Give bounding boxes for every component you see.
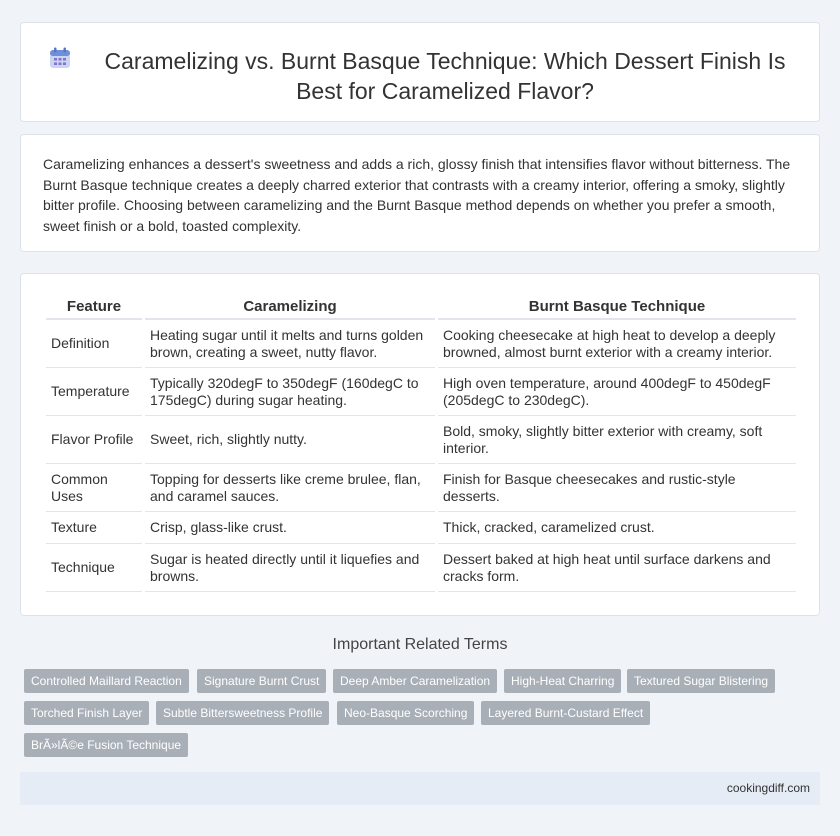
comparison-table — [43, 294, 799, 592]
table-cell: Technique — [46, 544, 142, 592]
table-row — [46, 544, 796, 592]
table-row — [46, 368, 796, 416]
table-cell: Bold, smoky, slightly bitter exterior with creamy, soft interior. — [438, 416, 796, 464]
table-cell: Sugar is heated directly until it liquefies and browns. — [145, 544, 435, 592]
related-tag[interactable]: Neo-Basque Scorching — [337, 701, 474, 725]
related-tag[interactable]: Layered Burnt-Custard Effect — [481, 701, 650, 725]
page-title: Caramelizing vs. Burnt Basque Technique: Which Dessert Finish Is Best for Caramelized Flavor? — [104, 48, 786, 104]
footer-site-link[interactable]: cookingdiff.com — [726, 781, 810, 795]
intro-paragraph: Caramelizing enhances a dessert's sweetness and adds a rich, glossy finish that intensifies flavor without bitterness. The Burnt Basque technique creates a deeply charred exterior that contrasts with a creamy interior, offering a smoky, slightly bitter profile. Choosing between caramelizing and the Burnt Basque method depends on whether you prefer a smooth, sweet finish or a bold, toasted complexity. — [43, 156, 791, 234]
calendar-icon — [49, 47, 71, 69]
table-cell: Common Uses — [46, 464, 142, 512]
table-cell: Sweet, rich, slightly nutty. — [145, 416, 435, 464]
related-tag[interactable]: Signature Burnt Crust — [197, 669, 326, 693]
comparison-table-card — [20, 273, 820, 616]
table-cell: Temperature — [46, 368, 142, 416]
table-cell: Texture — [46, 512, 142, 544]
table-cell: Typically 320degF to 350degF (160degC to 175degC) during sugar heating. — [145, 368, 435, 416]
table-cell: High oven temperature, around 400degF to 450degF (205degC to 230degC). — [438, 368, 796, 416]
table-row — [46, 512, 796, 544]
related-tag[interactable]: BrÃ»lÃ©e Fusion Technique — [24, 733, 188, 757]
table-cell: Definition — [46, 320, 142, 368]
intro-card — [20, 134, 820, 252]
header-feature: Feature — [46, 294, 142, 320]
table-cell: Topping for desserts like creme brulee, flan, and caramel sauces. — [145, 464, 435, 512]
table-row — [46, 416, 796, 464]
table-cell: Dessert baked at high heat until surface darkens and cracks form. — [438, 544, 796, 592]
footer — [20, 772, 820, 805]
related-tag[interactable]: Textured Sugar Blistering — [627, 669, 775, 693]
related-tag[interactable]: Subtle Bittersweetness Profile — [156, 701, 329, 725]
table-row — [46, 320, 796, 368]
related-tag[interactable]: Controlled Maillard Reaction — [24, 669, 189, 693]
table-cell: Finish for Basque cheesecakes and rustic-style desserts. — [438, 464, 796, 512]
table-cell: Cooking cheesecake at high heat to develop a deeply browned, almost burnt exterior with a creamy interior. — [438, 320, 796, 368]
table-cell: Crisp, glass-like crust. — [145, 512, 435, 544]
related-tag[interactable]: High-Heat Charring — [504, 669, 621, 693]
related-terms-title: Important Related Terms — [332, 636, 508, 653]
table-cell: Thick, cracked, caramelized crust. — [438, 512, 796, 544]
title-card — [20, 22, 820, 122]
header-burnt-basque: Burnt Basque Technique — [438, 294, 796, 320]
table-cell: Flavor Profile — [46, 416, 142, 464]
table-cell: Heating sugar until it melts and turns golden brown, creating a sweet, nutty flavor. — [145, 320, 435, 368]
table-row — [46, 464, 796, 512]
header-caramelizing: Caramelizing — [145, 294, 435, 320]
table-header-row — [46, 294, 796, 320]
related-tag[interactable]: Deep Amber Caramelization — [333, 669, 497, 693]
related-tag[interactable]: Torched Finish Layer — [24, 701, 149, 725]
